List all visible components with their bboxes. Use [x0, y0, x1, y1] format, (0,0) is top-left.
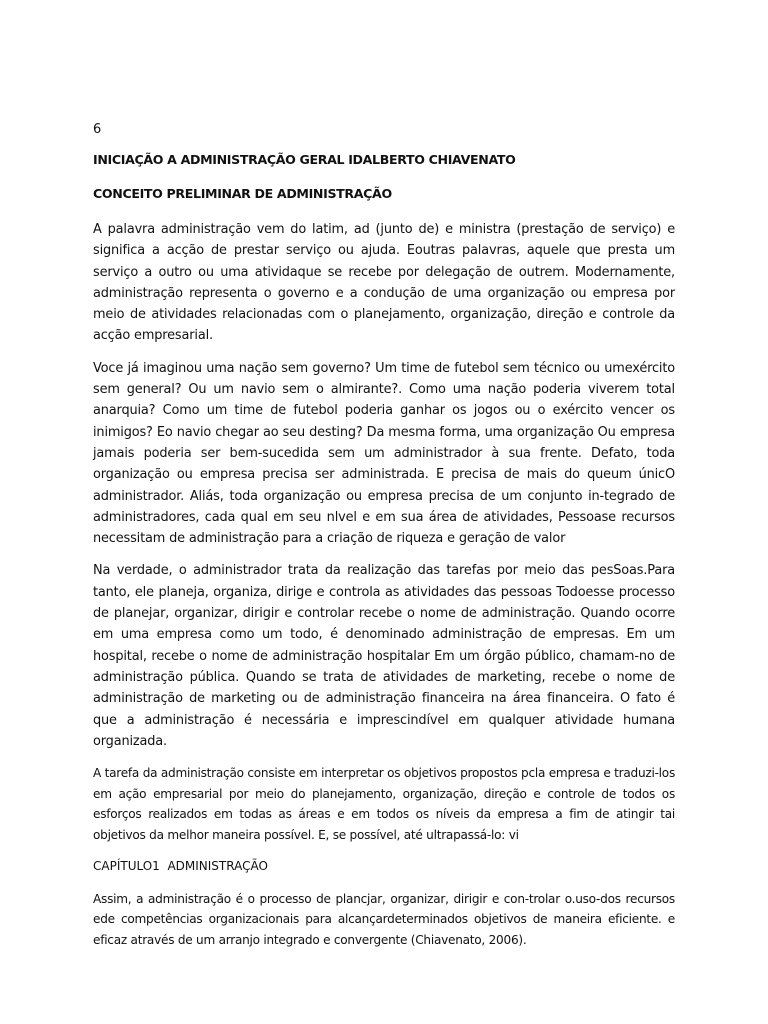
paragraph-administrator-role: Na verdade, o administrador trata da realização das tarefas por meio das pesSoas.Para tanto, ele planeja, organiza, dirige e controla as atividades das pessoas Todoesse processo de planejar, organizar, dirigir e controlar recebe o nome de administração. Quando ocorre em uma empresa como um todo, é denominado administração de empresas. Em um hospital, recebe o nome de administração hospitalar Em um órgão público, chamam-no de administração pública. Quando se trata de atividades de marketing, recebe o nome de administração de marketing ou de administração financeira na área financeira. O fato é que a administração é necessária e imprescindível em qualquer atividade humana organizada. [93, 563, 675, 749]
paragraph-definition: A palavra administração vem do latim, ad (junto de) e ministra (prestação de serviço) e significa a acção de prestar serviço ou ajuda. Eoutras palavras, aquele que presta um serviço a outro ou uma atividaque se recebe por delegação de outrem. Modernamente, administração representa o governo e a condução de uma organização ou empresa por meio de atividades relacionadas com o planejamento, organização, direção e controle da acção empresarial. [93, 222, 675, 344]
chapter-label: CAPÍTULO1 ADMINISTRAÇÃO [93, 858, 268, 873]
section-heading: CONCEITO PRELIMINAR DE ADMINISTRAÇÃO [93, 186, 392, 201]
paragraph-task: A tarefa da administração consiste em interpretar os objetivos propostos pcla empresa e traduzi-los em ação empresarial por meio do planejamento, organização, direção e controle de todos os esforços realizados em todas as áreas e em todos os níveis da empresa a fim de atingir tai objetivos da melhor maneira possível. E, se possível, até ultrapassá-lo: vi [93, 766, 675, 842]
document-title: INICIAÇÃO A ADMINISTRAÇÃO GERAL IDALBERTO CHIAVENATO [93, 152, 516, 167]
paragraph-importance: Voce já imaginou uma nação sem governo? Um time de futebol sem técnico ou umexército sem general? Ou um navio sem o almirante?. Como uma nação poderia viverem total anarquia? Como um time de futebol poderia ganhar os jogos ou o exército vencer os inimigos? Eo navio chegar ao seu desting? Da mesma forma, uma organização Ou empresa jamais poderia ser bem-sucedida sem um administrador à sua frente. Defato, toda organização ou empresa precisa ser administrada. E precisa de mais do queum únicO administrador. Aliás, toda organização ou empresa precisa de um conjunto in-tegrado de administradores, cada qual em seu nlvel e em sua área de atividades, Pessoase recursos necessitam de administração para a criação de riqueza e geração de valor [93, 360, 675, 547]
page-number: 6 [93, 122, 102, 137]
paragraph-closing: Assim, a administração é o processo de plancjar, organizar, dirigir e con-trolar o.uso-dos recursos ede competências organizacionais para alcançardeterminados objetivos de maneira eficiente. e eficaz através de um arranjo integrado e convergente (Chiavenato, 2006). [93, 891, 675, 947]
